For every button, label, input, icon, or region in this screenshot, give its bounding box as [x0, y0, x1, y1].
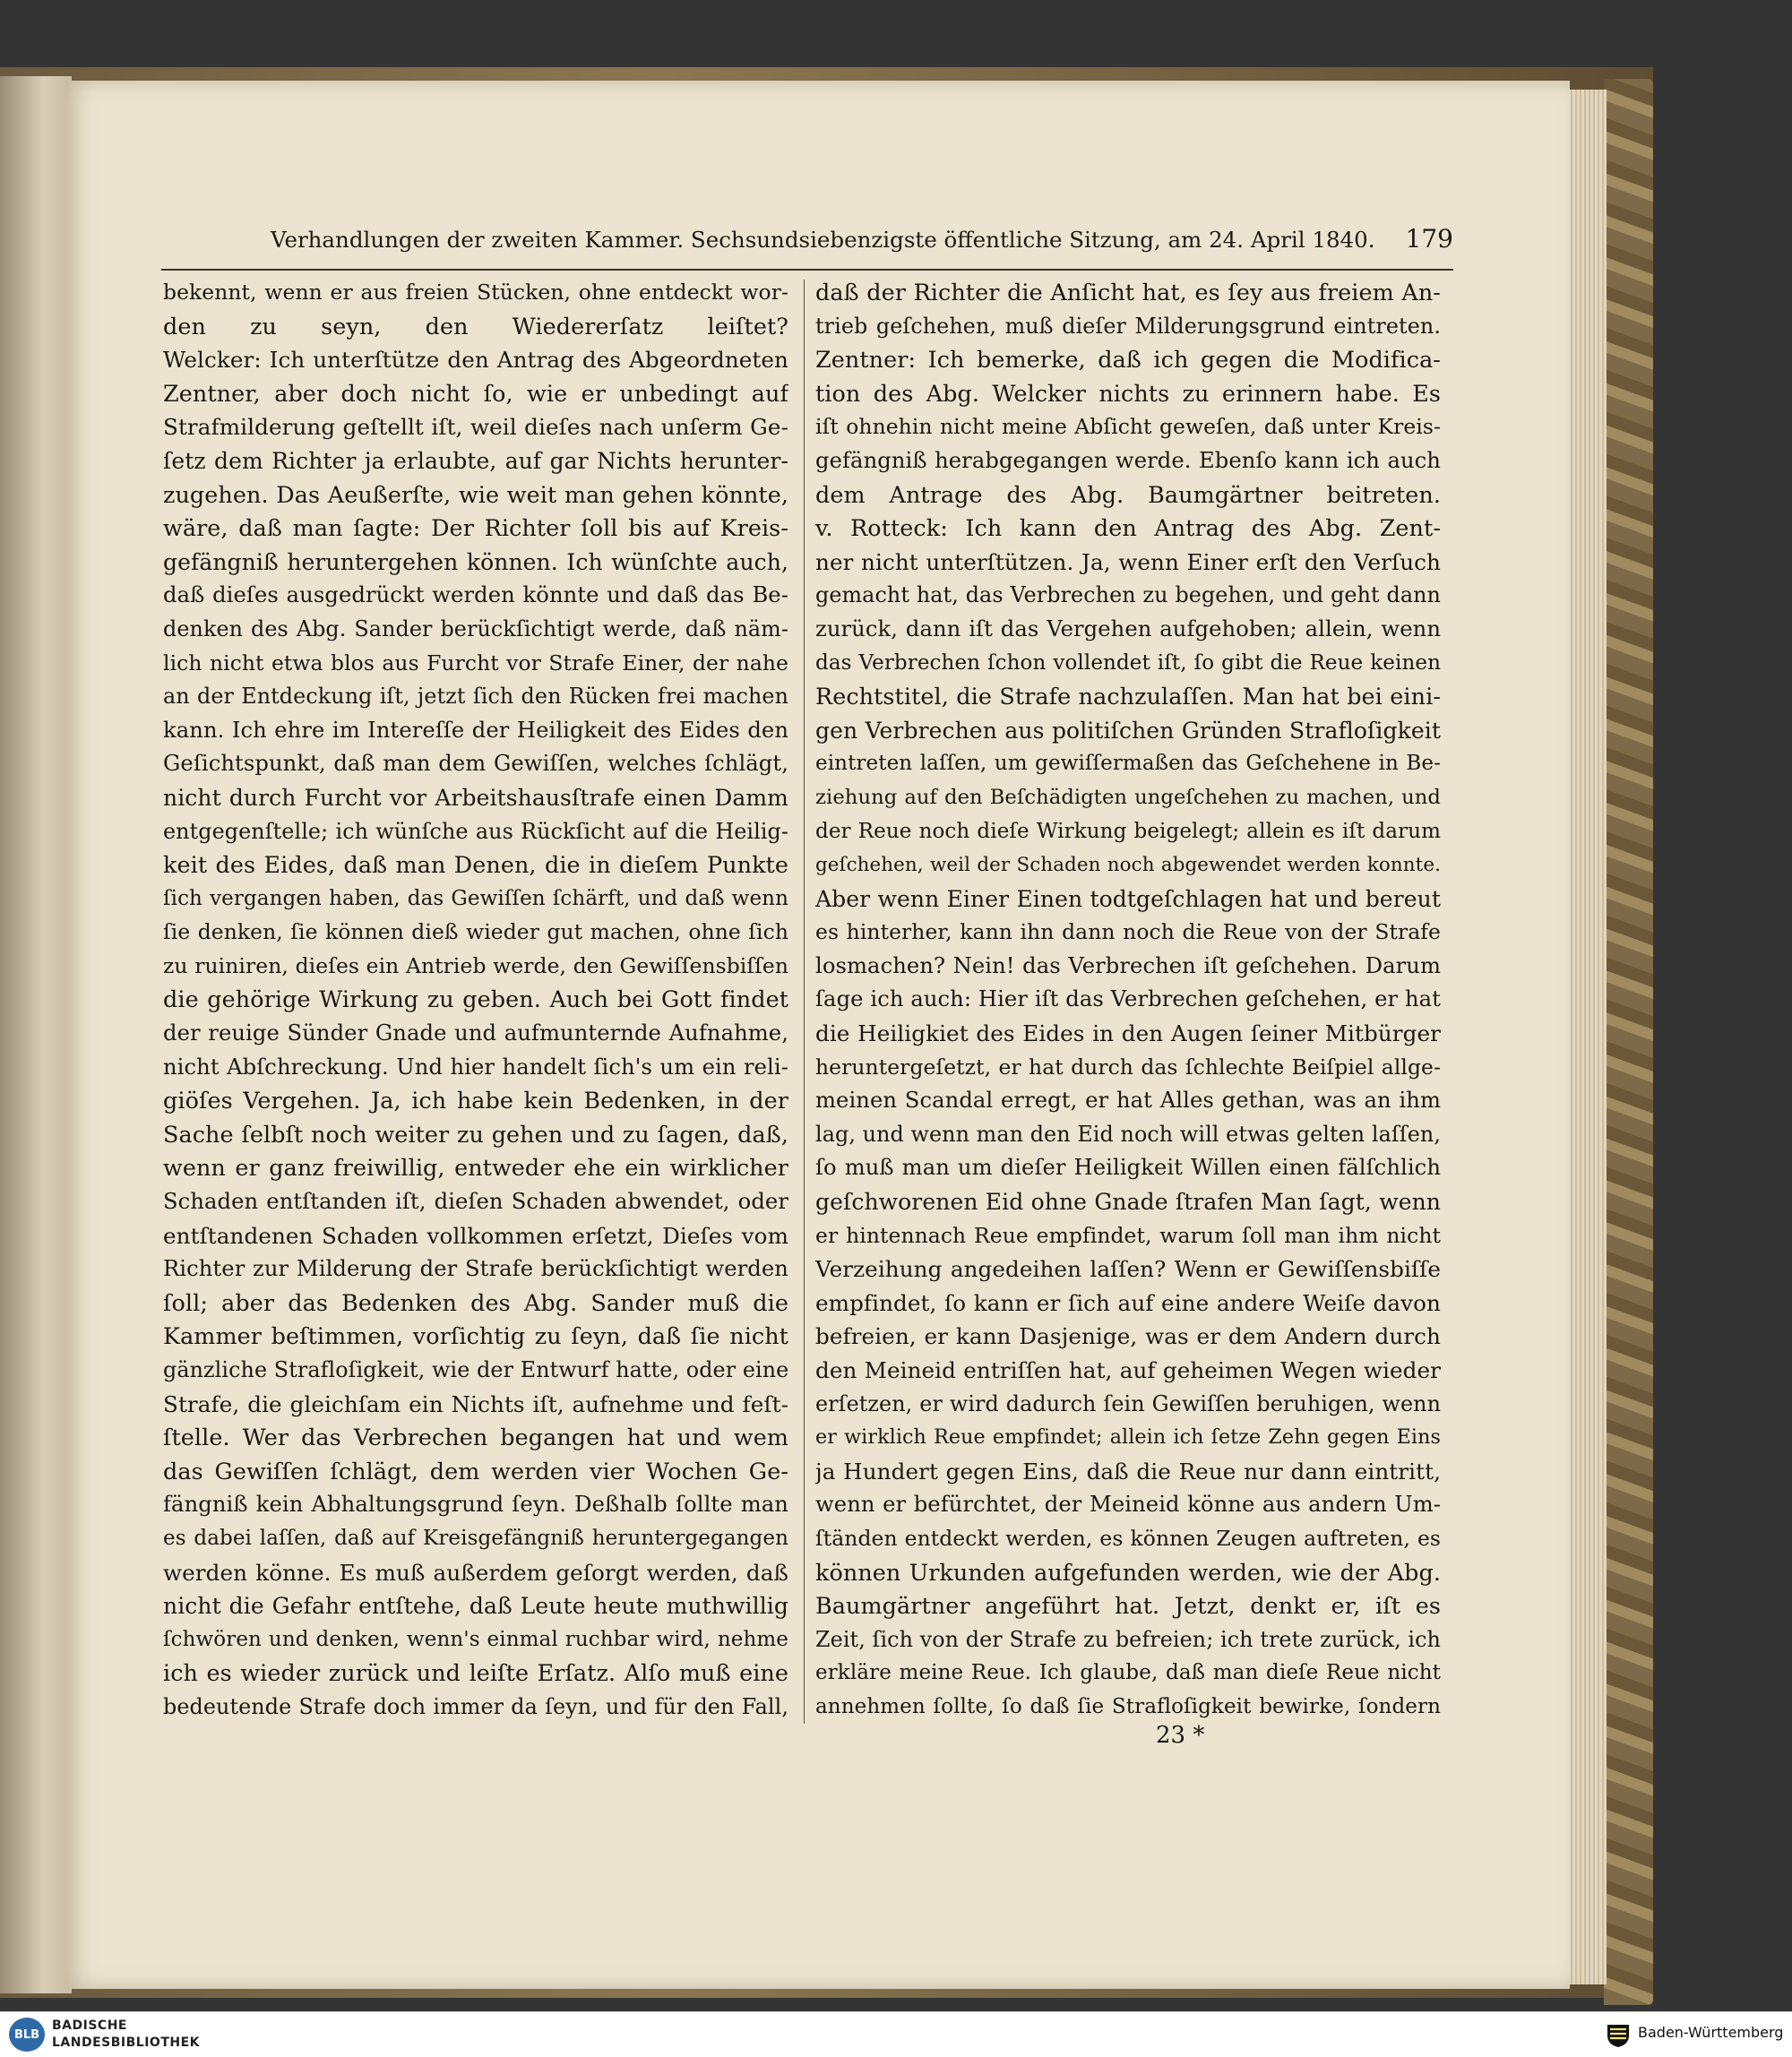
text-line: Baumgärtner angeführt hat. Jetzt, denkt er, iſt es	[815, 1592, 1441, 1620]
text-line: nicht Abſchreckung. Und hier handelt ſich's um ein reli-	[163, 1054, 788, 1080]
text-line: zugehen. Das Aeußerſte, wie weit man gehen könnte,	[163, 480, 788, 508]
text-line: ſoll; aber das Bedenken des Abg. Sander muß die	[163, 1288, 788, 1316]
text-line: gemacht hat, das Verbrechen zu begehen, und geht dann	[815, 582, 1441, 608]
running-title: Verhandlungen der zweiten Kammer. Sechsundsiebenzigste öffentliche Sitzung, am 24. April 1840.	[271, 227, 1375, 253]
text-line: tion des Abg. Welcker nichts zu erinnern habe. Es	[815, 379, 1441, 407]
book-cover-edge	[1604, 79, 1653, 2005]
text-line: gefängniß heruntergehen können. Ich wünſchte auch,	[163, 548, 788, 575]
library-name-line1: BADISCHE	[52, 2018, 127, 2033]
text-line: wenn er befürchtet, der Meineid könne aus andern Um-	[815, 1492, 1441, 1518]
text-line: nicht durch Furcht vor Arbeitshausſtrafe einen Damm	[163, 784, 788, 811]
text-line: fängniß kein Abhaltungsgrund ſeyn. Deßhalb ſollte man	[163, 1492, 788, 1518]
library-name[interactable]	[52, 2018, 200, 2052]
text-line: erſetzen, er wird dadurch ſein Gewiſſen beruhigen, wenn	[815, 1390, 1441, 1416]
blb-logo-icon[interactable]: BLB	[9, 2018, 45, 2052]
text-line: Schaden entſtanden iſt, dieſen Schaden abwendet, oder	[163, 1189, 788, 1215]
text-line: Kammer beſtimmen, vorſichtig zu ſeyn, daß ſie nicht	[163, 1322, 788, 1350]
text-line: der Reue noch dieſe Wirkung beigelegt; allein es iſt darum	[815, 819, 1441, 843]
text-line: können Urkunden aufgefunden werden, wie der Abg.	[815, 1558, 1441, 1586]
text-line: nicht die Gefahr entſtehe, daß Leute heute muthwillig	[163, 1593, 788, 1620]
text-line: erkläre meine Reue. Ich glaube, daß man dieſe Reue nicht	[815, 1661, 1441, 1685]
text-line: eintreten laſſen, um gewiſſermaßen das Geſchehene in Be-	[815, 752, 1441, 776]
text-line: ſtänden entdeckt werden, es können Zeugen auftreten, es	[815, 1525, 1441, 1551]
text-line: zu ruiniren, dieſes ein Antrieb werde, den Gewiſſensbiſſen	[163, 952, 788, 978]
text-line: bedeutende Strafe doch immer da ſeyn, und für den Fall,	[163, 1693, 788, 1719]
text-line: es hinterher, kann ihn dann noch die Reue von der Strafe	[815, 919, 1441, 945]
text-line: die gehörige Wirkung zu geben. Auch bei Gott findet	[163, 985, 788, 1013]
text-line: wenn er ganz freiwillig, entweder ehe ein wirklicher	[163, 1154, 788, 1182]
text-line: giöſes Vergehen. Ja, ich habe kein Bedenken, in der	[163, 1087, 788, 1115]
text-line: den Meineid entriſſen hat, auf geheimen Wegen wieder	[815, 1357, 1441, 1383]
text-line: heruntergeſetzt, er hat durch das ſchlechte Beiſpiel allge-	[815, 1054, 1441, 1080]
text-line: iſt ohnehin nicht meine Abſicht geweſen, daß unter Kreis-	[815, 414, 1441, 440]
text-line: meinen Scandal erregt, er hat Alles gethan, was an ihm	[815, 1088, 1441, 1114]
text-line: ſo muß man um dieſer Heiligkeit Willen einen fälſchlich	[815, 1155, 1441, 1181]
text-line: ner nicht unterſtützen. Ja, wenn Einer erſt den Verſuch	[815, 548, 1441, 575]
state-name: Baden-Württemberg	[1638, 2024, 1784, 2041]
left-text-column	[163, 276, 788, 1725]
text-line: Verzeihung angedeihen laſſen? Wenn er Gewiſſensbiſſe	[815, 1256, 1441, 1283]
text-line: ſetz dem Richter ja erlaubte, auf gar Nichts herunter-	[163, 447, 788, 474]
text-line: den zu seyn, den Wiedererſatz leiſtet?	[163, 312, 788, 340]
text-line: lich nicht etwa blos aus Furcht vor Strafe Einer, der nahe	[163, 650, 788, 676]
text-line: losmachen? Nein! das Verbrechen iſt geſchehen. Darum	[815, 952, 1441, 978]
text-line: empfindet, ſo kann er ſich auf eine andere Weiſe davon	[815, 1289, 1441, 1316]
text-line: Richter zur Milderung der Strafe berückſichtigt werden	[163, 1256, 788, 1282]
text-line: entgegenſtelle; ich wünſche aus Rückſicht auf die Heilig-	[163, 818, 788, 844]
text-line: es dabei laſſen, daß auf Kreisgefängniß heruntergegangen	[163, 1526, 788, 1550]
text-line: dem Antrage des Abg. Baumgärtner beitreten.	[815, 480, 1441, 508]
text-line: befreien, er kann Dasjenige, was er dem Andern durch	[815, 1323, 1441, 1350]
text-line: Aber wenn Einer Einen todtgeſchlagen hat und bereut	[815, 885, 1441, 912]
text-line: Rechtstitel, die Strafe nachzulaſſen. Man hat bei eini-	[815, 683, 1441, 710]
text-line: ſage ich auch: Hier iſt das Verbrechen geſchehen, er hat	[815, 986, 1441, 1012]
text-line: zurück, dann iſt das Vergehen aufgehoben; allein, wenn	[815, 615, 1441, 641]
text-line: v. Rotteck: Ich kann den Antrag des Abg. Zent-	[815, 514, 1441, 542]
text-line: Geſichtspunkt, daß man dem Gewiſſen, welches ſchlägt,	[163, 751, 788, 777]
text-line: Sache ſelbſt noch weiter zu gehen und zu ſagen, daß,	[163, 1120, 788, 1148]
text-line: er hintennach Reue empfindet, warum ſoll man ihm nicht	[815, 1222, 1441, 1248]
text-line: ja Hundert gegen Eins, daß die Reue nur dann eintritt,	[815, 1458, 1441, 1485]
text-line: trieb geſchehen, muß dieſer Milderungsgrund eintreten.	[815, 313, 1441, 339]
text-line: lag, und wenn man den Eid noch will etwas gelten laſſen,	[815, 1121, 1441, 1147]
text-line: der reuige Sünder Gnade und aufmunternde Aufnahme,	[163, 1020, 788, 1046]
library-name-line2: LANDESBIBLIOTHEK	[52, 2035, 201, 2050]
text-line: bekennt, wenn er aus freien Stücken, ohne entdeckt wor-	[163, 280, 788, 305]
signature-mark: 23 *	[1156, 1722, 1205, 1749]
right-text-column	[815, 276, 1441, 1725]
text-line: das Verbrechen ſchon vollendet iſt, ſo gibt die Reue keinen	[815, 650, 1441, 675]
header-rule	[161, 269, 1453, 271]
text-line: wäre, daß man ſagte: Der Richter ſoll bis auf Kreis-	[163, 514, 788, 542]
text-line: denken des Abg. Sander berückſichtigt werde, daß näm-	[163, 615, 788, 641]
text-line: daß dieſes ausgedrückt werden könnte und daß das Be-	[163, 582, 788, 608]
text-line: ich es wieder zurück und leiſte Erſatz. Alſo muß eine	[163, 1659, 788, 1687]
footer-bar	[0, 2011, 1792, 2057]
text-line: gänzliche Strafloſigkeit, wie der Entwurf hatte, oder eine	[163, 1357, 788, 1382]
text-line: ſtelle. Wer das Verbrechen begangen hat und wem	[163, 1424, 788, 1451]
text-line: Welcker: Ich unterſtütze den Antrag des Abgeordneten	[163, 347, 788, 374]
text-line: annehmen ſollte, ſo daß ſie Strafloſigkeit bewirke, ſondern	[815, 1694, 1441, 1718]
facing-page-edge	[0, 76, 72, 1993]
text-line: Strafmilderung geſtellt iſt, weil dieſes nach unſerm Ge-	[163, 414, 788, 441]
text-line: daß der Richter die Anſicht hat, es ſey aus freiem An-	[815, 279, 1441, 306]
text-line: ſich vergangen haben, das Gewiſſen ſchärft, und daß wenn	[163, 886, 788, 910]
text-line: geſchehen, weil der Schaden noch abgewendet werden konnte.	[815, 854, 1441, 877]
text-line: Strafe, die gleichſam ein Nichts iſt, aufnehme und feſt-	[163, 1390, 788, 1417]
text-line: ziehung auf den Beſchädigten ungeſchehen zu machen, und	[815, 785, 1441, 809]
text-line: ſie denken, ſie können dieß wieder gut machen, ohne ſich	[163, 919, 788, 945]
text-line: gefängniß herabgegangen werde. Ebenſo kann ich auch	[815, 447, 1441, 473]
text-line: Zeit, ſich von der Strafe zu befreien; ich trete zurück, ich	[815, 1626, 1441, 1652]
text-line: Zentner: Ich bemerke, daß ich gegen die Modifica-	[815, 346, 1441, 374]
text-line: werden könne. Es muß außerdem geſorgt werden, daß	[163, 1559, 788, 1586]
text-line: keit des Eides, daß man Denen, die in dieſem Punkte	[163, 851, 788, 879]
text-line: das Gewiſſen ſchlägt, dem werden vier Wochen Ge-	[163, 1457, 788, 1485]
text-line: gen Verbrechen aus politiſchen Gründen Strafloſigkeit	[815, 717, 1441, 744]
text-line: die Heiligkiet des Eides in den Augen ſeiner Mitbürger	[815, 1020, 1441, 1047]
text-line: er wirklich Reue empfindet; allein ich ſetze Zehn gegen Eins	[815, 1425, 1441, 1450]
text-line: ſchwören und denken, wenn's einmal ruchbar wird, nehme	[163, 1627, 788, 1651]
coat-of-arms-icon	[1606, 2021, 1631, 2048]
column-divider	[804, 280, 805, 1724]
text-line: entſtandenen Schaden vollkommen erſetzt, Dieſes vom	[163, 1222, 788, 1249]
running-header	[271, 224, 1453, 263]
text-line: an der Entdeckung iſt, jetzt ſich den Rücken frei machen	[163, 684, 788, 710]
text-line: kann. Ich ehre im Intereſſe der Heiligkeit des Eides den	[163, 717, 788, 743]
text-line: Zentner, aber doch nicht ſo, wie er unbedingt auf	[163, 379, 788, 407]
text-line: geſchworenen Eid ohne Gnade ſtrafen Man ſagt, wenn	[815, 1189, 1441, 1216]
page-number: 179	[1405, 224, 1453, 254]
